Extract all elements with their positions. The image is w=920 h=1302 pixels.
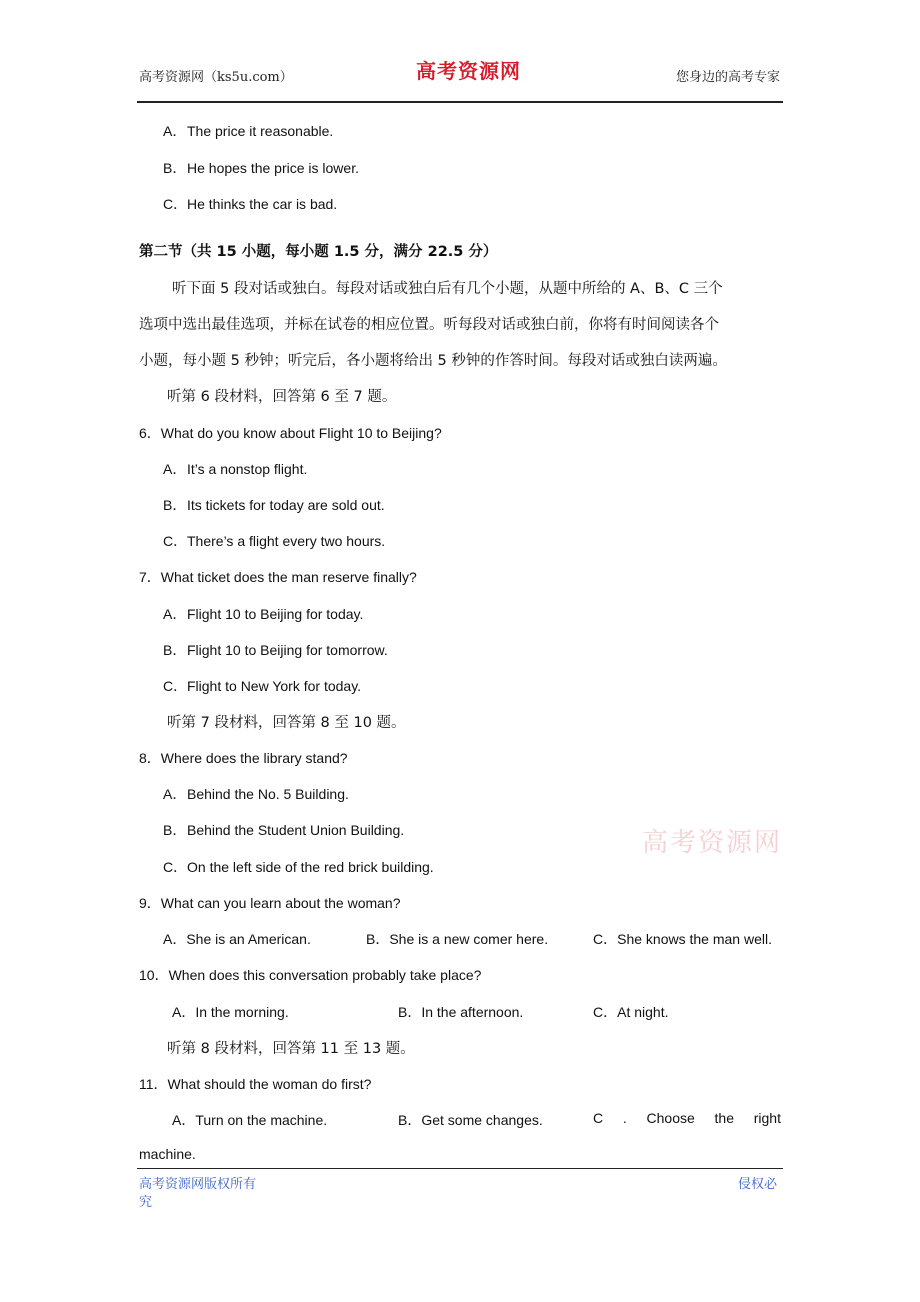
question-11: 11．What should the woman do first? <box>139 1076 372 1092</box>
q6-option-a: A．It’s a nonstop flight. <box>163 461 308 477</box>
q8-option-b: B．Behind the Student Union Building. <box>163 822 405 838</box>
header-logo: 高考资源网 <box>416 59 521 83</box>
q10-option-c: C．At night. <box>593 1004 669 1020</box>
q8-option-c: C．On the left side of the red brick building. <box>163 859 434 875</box>
header-site-name: 高考资源网（ks5u.com） <box>139 70 293 85</box>
footer-copyright-line1: 高考资源网版权所有 <box>139 1177 257 1192</box>
q11-option-c: C . Choose the right <box>593 1110 781 1126</box>
watermark: 高考资源网 <box>642 828 783 858</box>
header-divider <box>137 101 783 103</box>
q7-option-a: A．Flight 10 to Beijing for today. <box>163 606 364 622</box>
q10-option-b: B．In the afternoon. <box>398 1004 524 1020</box>
prev-option-b: B．He hopes the price is lower. <box>163 160 359 176</box>
group-label-8: 听第 8 段材料，回答第 11 至 13 题。 <box>167 1041 415 1057</box>
q6-option-b: B．Its tickets for today are sold out. <box>163 497 385 513</box>
instruction-line-2: 选项中选出最佳选项，并标在试卷的相应位置。听每段对话或独白前，你将有时间阅读各个 <box>139 317 719 333</box>
footer-copyright-line2: 究 <box>139 1195 153 1210</box>
header-slogan: 您身边的高考专家 <box>676 70 781 85</box>
q9-option-a: A．She is an American. <box>163 931 311 947</box>
prev-option-a: A．The price it reasonable. <box>163 123 334 139</box>
q7-option-b: B．Flight 10 to Beijing for tomorrow. <box>163 642 388 658</box>
group-label-7: 听第 7 段材料，回答第 8 至 10 题。 <box>167 715 406 731</box>
q10-option-a: A．In the morning. <box>172 1004 289 1020</box>
group-label-6: 听第 6 段材料，回答第 6 至 7 题。 <box>167 389 397 405</box>
footer-rights-notice: 侵权必 <box>738 1177 778 1192</box>
instruction-line-3: 小题，每小题 5 秒钟；听完后，各小题将给出 5 秒钟的作答时间。每段对话或独白读两遍。 <box>139 353 727 369</box>
question-8: 8．Where does the library stand? <box>139 750 348 766</box>
q9-option-c: C．She knows the man well. <box>593 931 772 947</box>
section-title: 第二节（共 15 小题，每小题 1.5 分，满分 22.5 分） <box>139 244 498 260</box>
prev-option-c: C．He thinks the car is bad. <box>163 196 338 212</box>
question-10: 10．When does this conversation probably take place? <box>139 967 482 983</box>
q11-option-b: B．Get some changes. <box>398 1112 543 1128</box>
question-9: 9．What can you learn about the woman? <box>139 895 401 911</box>
footer-divider <box>137 1168 783 1169</box>
question-7: 7．What ticket does the man reserve finally? <box>139 569 417 585</box>
q8-option-a: A．Behind the No. 5 Building. <box>163 786 349 802</box>
q11-option-a: A．Turn on the machine. <box>172 1112 328 1128</box>
instruction-line-1: 听下面 5 段对话或独白。每段对话或独白后有几个小题，从题中所给的 A、B、C 三个 <box>172 281 723 297</box>
q9-option-b: B．She is a new comer here. <box>366 931 549 947</box>
q6-option-c: C．There’s a flight every two hours. <box>163 533 386 549</box>
q11-option-c-wrap: machine. <box>139 1146 196 1162</box>
q7-option-c: C．Flight to New York for today. <box>163 678 362 694</box>
question-6: 6．What do you know about Flight 10 to Beijing? <box>139 425 442 441</box>
